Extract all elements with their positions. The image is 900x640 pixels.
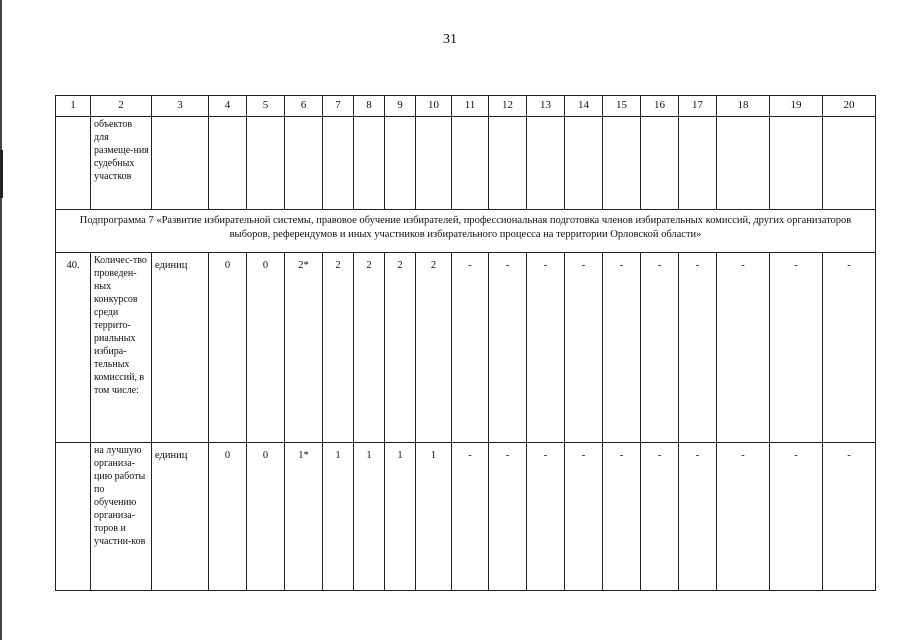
binding-mark — [0, 150, 3, 198]
indicator-name: на лучшую организа-цию работы по обучению организа-торов и участни-ков — [91, 443, 152, 591]
value-cell: - — [603, 253, 641, 443]
cell-empty — [247, 117, 285, 210]
cell-empty — [565, 117, 603, 210]
col-number: 9 — [385, 96, 416, 117]
cell-empty — [323, 117, 354, 210]
value-cell: 1 — [416, 443, 452, 591]
value-cell: - — [565, 253, 603, 443]
value-cell: - — [641, 443, 679, 591]
value-cell: 1 — [323, 443, 354, 591]
value-cell: - — [641, 253, 679, 443]
value-cell: 2 — [385, 253, 416, 443]
value-cell: - — [717, 443, 770, 591]
cell-empty — [152, 117, 209, 210]
col-number: 8 — [354, 96, 385, 117]
col-number: 16 — [641, 96, 679, 117]
value-cell: 2 — [416, 253, 452, 443]
unit-cell: единиц — [152, 253, 209, 443]
value-cell: 1 — [385, 443, 416, 591]
value-cell: 1 — [354, 443, 385, 591]
col-number: 20 — [823, 96, 876, 117]
cell-empty — [452, 117, 489, 210]
value-cell: - — [565, 443, 603, 591]
cell-empty — [416, 117, 452, 210]
col-number: 11 — [452, 96, 489, 117]
value-cell: - — [823, 253, 876, 443]
subprogram-row — [56, 210, 876, 253]
value-cell: - — [489, 253, 527, 443]
value-cell: - — [679, 443, 717, 591]
row-number — [56, 443, 91, 591]
value-cell: - — [770, 443, 823, 591]
col-number: 1 — [56, 96, 91, 117]
value-cell: 0 — [209, 253, 247, 443]
value-cell: - — [717, 253, 770, 443]
value-cell: - — [823, 443, 876, 591]
cell-empty — [527, 117, 565, 210]
value-cell: 0 — [247, 253, 285, 443]
value-cell: - — [679, 253, 717, 443]
indicators-table — [55, 95, 876, 591]
col-number: 2 — [91, 96, 152, 117]
cell-empty — [489, 117, 527, 210]
value-cell: 0 — [247, 443, 285, 591]
col-number: 4 — [209, 96, 247, 117]
value-cell: - — [527, 443, 565, 591]
value-cell: 2 — [323, 253, 354, 443]
cell-empty — [823, 117, 876, 210]
col-number: 3 — [152, 96, 209, 117]
table-row-continued — [56, 117, 876, 210]
cell-empty — [285, 117, 323, 210]
page-number: 31 — [443, 32, 457, 47]
col-number: 6 — [285, 96, 323, 117]
col-number: 15 — [603, 96, 641, 117]
table-row-40 — [56, 253, 876, 443]
value-cell: 1* — [285, 443, 323, 591]
cell-empty — [717, 117, 770, 210]
col-number: 12 — [489, 96, 527, 117]
indicator-name: объектов для размеще-ния судебных участков — [91, 117, 152, 210]
col-number: 10 — [416, 96, 452, 117]
column-number-row — [56, 96, 876, 117]
cell-empty — [603, 117, 641, 210]
page-left-edge — [0, 0, 2, 640]
value-cell: - — [603, 443, 641, 591]
subprogram-title: Подпрограмма 7 «Развитие избирательной системы, правовое обучение избирателей, профессиональная подготовка членов избирательных комиссий, других организаторов выборов, референдумов и иных участников избирательного процесса на территории Орловской области» — [56, 210, 876, 253]
value-cell: - — [489, 443, 527, 591]
col-number: 13 — [527, 96, 565, 117]
indicator-name: Количес-тво проведен-ных конкурсов среди террито-риальных избира-тельных комиссий, в том числе: — [91, 253, 152, 443]
cell-empty — [641, 117, 679, 210]
unit-cell: единиц — [152, 443, 209, 591]
value-cell: 2 — [354, 253, 385, 443]
value-cell: 0 — [209, 443, 247, 591]
cell-empty — [209, 117, 247, 210]
value-cell: - — [527, 253, 565, 443]
table-row-sub — [56, 443, 876, 591]
value-cell: - — [452, 443, 489, 591]
col-number: 19 — [770, 96, 823, 117]
value-cell: 2* — [285, 253, 323, 443]
cell-empty — [354, 117, 385, 210]
col-number: 14 — [565, 96, 603, 117]
value-cell: - — [452, 253, 489, 443]
value-cell: - — [770, 253, 823, 443]
cell-empty — [385, 117, 416, 210]
row-number: 40. — [56, 253, 91, 443]
col-number: 18 — [717, 96, 770, 117]
cell-empty — [56, 117, 91, 210]
cell-empty — [679, 117, 717, 210]
col-number: 17 — [679, 96, 717, 117]
col-number: 5 — [247, 96, 285, 117]
cell-empty — [770, 117, 823, 210]
col-number: 7 — [323, 96, 354, 117]
